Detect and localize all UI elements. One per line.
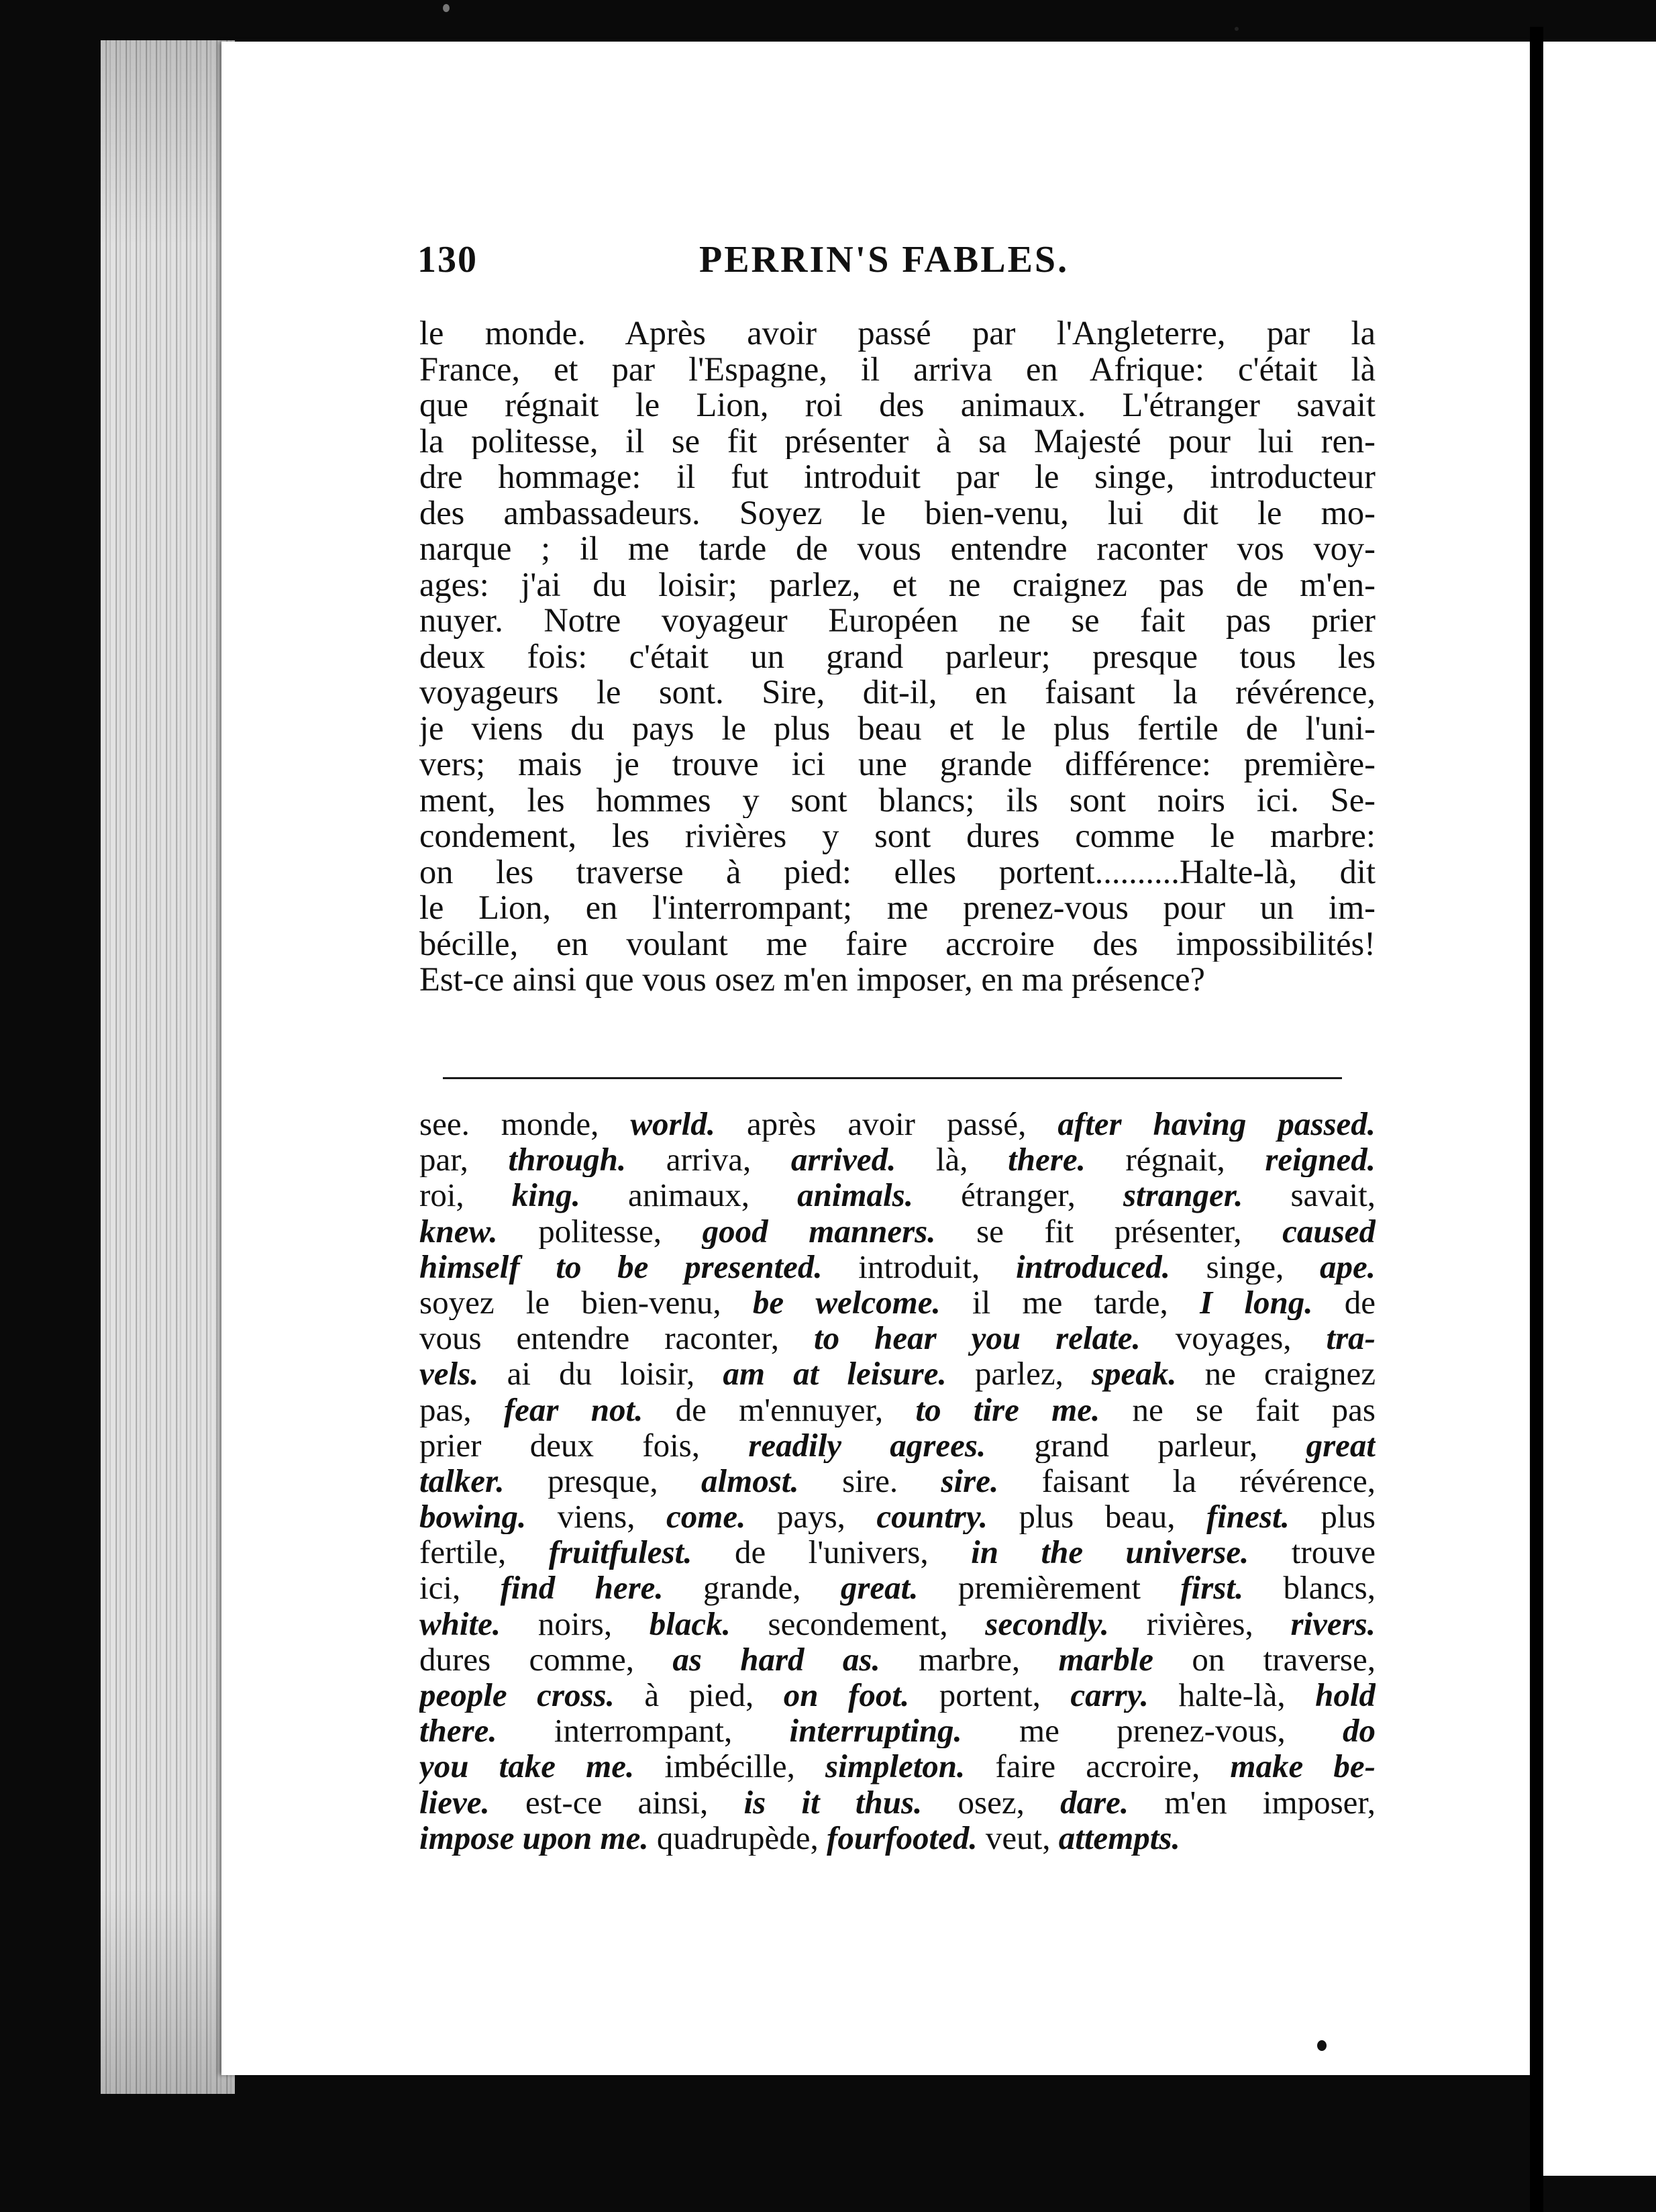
- note-translation: knew.: [419, 1213, 498, 1249]
- body-line: nuyer. Notre voyageur Européen ne se fait pas prier: [419, 603, 1376, 639]
- note-term: interrompant,: [497, 1713, 790, 1749]
- note-term: animaux,: [580, 1177, 798, 1213]
- note-translation: simpleton.: [825, 1748, 966, 1784]
- body-line: France, et par l'Espagne, il arriva en Afrique: c'était là: [419, 351, 1376, 387]
- note-term: marbre,: [880, 1641, 1059, 1677]
- note-term: il me tarde,: [940, 1284, 1200, 1321]
- note-line: [419, 1784, 1376, 1820]
- note-term: on traverse,: [1153, 1641, 1376, 1677]
- body-line: dre hommage: il fut introduit par le singe, introducteur: [419, 459, 1376, 495]
- note-translation: in the universe.: [971, 1534, 1249, 1570]
- note-term: imbécille,: [634, 1748, 826, 1784]
- note-translation: make be-: [1230, 1748, 1376, 1784]
- note-translation: to hear you relate.: [814, 1320, 1141, 1356]
- note-translation: himself to be presented.: [419, 1248, 823, 1285]
- note-translation: there.: [419, 1713, 497, 1749]
- facing-page-edge: [1543, 42, 1656, 2176]
- note-term: presque,: [504, 1462, 702, 1499]
- note-line: [419, 1427, 1376, 1463]
- note-term: pas,: [419, 1391, 504, 1427]
- note-translation: dare.: [1060, 1784, 1129, 1820]
- note-translation: there.: [1008, 1142, 1086, 1178]
- note-line: [419, 1499, 1376, 1534]
- note-translation: caused: [1282, 1213, 1376, 1249]
- note-term: plus beau,: [988, 1499, 1206, 1535]
- vocabulary-notes: [419, 1106, 1376, 1856]
- note-translation: world.: [630, 1106, 715, 1142]
- note-term: à pied,: [614, 1677, 784, 1713]
- note-term: dures comme,: [419, 1641, 673, 1677]
- note-translation: sire.: [941, 1462, 999, 1499]
- page-number: 130: [417, 239, 478, 281]
- note-term: quadrupède,: [648, 1819, 827, 1856]
- note-line: [419, 1177, 1376, 1213]
- note-translation: tra-: [1326, 1320, 1376, 1356]
- note-translation: readily agrees.: [748, 1427, 986, 1463]
- body-line: bécille, en voulant me faire accroire des impossibilités!: [419, 925, 1376, 962]
- note-translation: as hard as.: [672, 1641, 880, 1677]
- note-translation: first.: [1180, 1570, 1244, 1606]
- note-translation: impose upon me.: [419, 1819, 649, 1856]
- note-translation: speak.: [1091, 1356, 1177, 1392]
- note-translation: fear not.: [503, 1391, 643, 1427]
- note-term: étranger,: [913, 1177, 1123, 1213]
- note-translation: ape.: [1320, 1248, 1376, 1285]
- note-translation: find here.: [500, 1570, 664, 1606]
- note-term: trouve: [1249, 1534, 1376, 1570]
- note-translation: good manners.: [702, 1213, 936, 1249]
- note-translation: bowing.: [419, 1499, 527, 1535]
- note-line: [419, 1392, 1376, 1427]
- note-term: roi,: [419, 1177, 512, 1213]
- note-translation: white.: [419, 1605, 501, 1642]
- note-term: me prenez-vous,: [962, 1713, 1343, 1749]
- note-line: [419, 1820, 1376, 1856]
- note-term: rivières,: [1108, 1605, 1291, 1642]
- note-term: pays,: [745, 1499, 877, 1535]
- note-term: se fit présenter,: [935, 1213, 1283, 1249]
- note-term: ai du loisir,: [478, 1356, 723, 1392]
- note-term: noirs,: [501, 1605, 650, 1642]
- note-term: osez,: [922, 1784, 1061, 1820]
- note-translation: almost.: [701, 1462, 799, 1499]
- note-line: [419, 1142, 1376, 1177]
- note-term: sire.: [798, 1462, 941, 1499]
- note-term: savait,: [1243, 1177, 1376, 1213]
- note-translation: be welcome.: [752, 1284, 941, 1321]
- note-translation: reigned.: [1265, 1142, 1376, 1178]
- dust-speck: [1235, 27, 1239, 31]
- note-translation: stranger.: [1123, 1177, 1243, 1213]
- body-line: ment, les hommes y sont blancs; ils sont noirs ici. Se-: [419, 782, 1376, 818]
- note-translation: marble: [1058, 1641, 1153, 1677]
- note-translation: you take me.: [419, 1748, 635, 1784]
- note-term: viens,: [526, 1499, 666, 1535]
- note-translation: I long.: [1200, 1284, 1313, 1321]
- note-term: voyages,: [1140, 1320, 1327, 1356]
- note-translation: interrupting.: [789, 1713, 962, 1749]
- note-translation: lieve.: [419, 1784, 490, 1820]
- note-translation: country.: [876, 1499, 988, 1535]
- note-line: [419, 1748, 1376, 1784]
- body-line: le monde. Après avoir passé par l'Angleterre, par la: [419, 315, 1376, 352]
- note-translation: secondly.: [985, 1605, 1109, 1642]
- note-translation: introduced.: [1015, 1248, 1170, 1285]
- note-line: [419, 1320, 1376, 1356]
- note-term: par,: [419, 1142, 509, 1178]
- note-term: introduit,: [822, 1248, 1016, 1285]
- note-term: faisant la révérence,: [998, 1462, 1376, 1499]
- dust-speck: [443, 4, 450, 12]
- note-translation: attempts.: [1058, 1819, 1180, 1856]
- note-line: [419, 1249, 1376, 1285]
- note-line: [419, 1642, 1376, 1677]
- note-translation: talker.: [419, 1462, 505, 1499]
- note-translation: finest.: [1206, 1499, 1290, 1535]
- body-line: Est-ce ainsi que vous osez m'en imposer, en ma présence?: [419, 962, 1205, 998]
- note-translation: hold: [1315, 1677, 1376, 1713]
- note-term: faire accroire,: [965, 1748, 1231, 1784]
- note-term: est-ce ainsi,: [489, 1784, 744, 1820]
- note-line: [419, 1534, 1376, 1570]
- note-term: politesse,: [497, 1213, 703, 1249]
- note-translation: people cross.: [419, 1677, 615, 1713]
- body-line: je viens du pays le plus beau et le plus fertile de l'uni-: [419, 710, 1376, 746]
- note-term: singe,: [1170, 1248, 1320, 1285]
- note-term: see. monde,: [419, 1106, 631, 1142]
- note-line: [419, 1606, 1376, 1642]
- note-term: vous entendre raconter,: [419, 1320, 814, 1356]
- note-term: après avoir passé,: [715, 1106, 1058, 1142]
- body-line: que régnait le Lion, roi des animaux. L'étranger savait: [419, 387, 1376, 423]
- note-line: [419, 1570, 1376, 1605]
- note-term: ici,: [419, 1570, 501, 1606]
- body-line: le Lion, en l'interrompant; me prenez-vous pour un im-: [419, 890, 1376, 926]
- body-line: vers; mais je trouve ici une grande différence: première-: [419, 746, 1376, 783]
- note-translation: come.: [666, 1499, 746, 1535]
- note-term: soyez le bien-venu,: [419, 1284, 753, 1321]
- note-translation: do: [1343, 1713, 1376, 1749]
- note-line: [419, 1106, 1376, 1142]
- note-line: [419, 1213, 1376, 1249]
- body-line: la politesse, il se fit présenter à sa Majesté pour lui ren-: [419, 423, 1376, 459]
- note-translation: am at leisure.: [723, 1356, 947, 1392]
- note-translation: to tire me.: [915, 1391, 1100, 1427]
- note-term: là,: [896, 1142, 1008, 1178]
- note-term: de: [1312, 1284, 1376, 1321]
- body-line: deux fois: c'était un grand parleur; presque tous les: [419, 638, 1376, 674]
- note-line: [419, 1285, 1376, 1320]
- note-translation: is it thus.: [743, 1784, 923, 1820]
- note-translation: arrived.: [790, 1142, 896, 1178]
- note-term: plus: [1289, 1499, 1376, 1535]
- note-term: blancs,: [1243, 1570, 1376, 1606]
- note-term: ne craignez: [1176, 1356, 1376, 1392]
- note-translation: vels.: [419, 1356, 479, 1392]
- body-line: ages: j'ai du loisir; parlez, et ne craignez pas de m'en-: [419, 566, 1376, 603]
- footnote-rule: [443, 1077, 1342, 1079]
- fable-body-text: [419, 315, 1376, 998]
- note-term: de m'ennuyer,: [643, 1391, 916, 1427]
- page-mark-dot: [1317, 2040, 1327, 2051]
- note-term: arriva,: [626, 1142, 791, 1178]
- note-translation: great: [1306, 1427, 1376, 1463]
- note-translation: king.: [511, 1177, 580, 1213]
- note-translation: rivers.: [1290, 1605, 1376, 1642]
- book-gutter: [1530, 27, 1543, 2212]
- body-line: voyageurs le sont. Sire, dit-il, en faisant la révérence,: [419, 674, 1376, 711]
- note-term: grand parleur,: [986, 1427, 1306, 1463]
- page-edges-shadow: [101, 40, 235, 2094]
- note-term: halte-là,: [1148, 1677, 1316, 1713]
- note-term: régnait,: [1085, 1142, 1265, 1178]
- note-term: veut,: [977, 1819, 1059, 1856]
- note-line: [419, 1677, 1376, 1713]
- body-line: des ambassadeurs. Soyez le bien-venu, lui dit le mo-: [419, 495, 1376, 531]
- note-translation: fourfooted.: [827, 1819, 978, 1856]
- note-term: fertile,: [419, 1534, 549, 1570]
- note-line: [419, 1713, 1376, 1748]
- body-line: on les traverse à pied: elles portent..........Halte-là, dit: [419, 854, 1376, 890]
- note-term: portent,: [909, 1677, 1071, 1713]
- note-term: prier deux fois,: [419, 1427, 749, 1463]
- note-translation: after having passed.: [1057, 1106, 1376, 1142]
- running-title: PERRIN'S FABLES.: [699, 239, 1070, 281]
- note-term: ne se fait pas: [1100, 1391, 1376, 1427]
- body-line: condement, les rivières y sont dures comme le marbre:: [419, 818, 1376, 854]
- note-term: m'en imposer,: [1129, 1784, 1376, 1820]
- note-term: de l'univers,: [692, 1534, 972, 1570]
- running-header: [417, 238, 1370, 292]
- note-translation: fruitfulest.: [548, 1534, 692, 1570]
- note-translation: on foot.: [783, 1677, 910, 1713]
- note-term: grande,: [663, 1570, 841, 1606]
- note-translation: animals.: [797, 1177, 913, 1213]
- note-translation: black.: [649, 1605, 731, 1642]
- note-term: secondement,: [730, 1605, 986, 1642]
- note-translation: through.: [508, 1142, 627, 1178]
- note-line: [419, 1356, 1376, 1391]
- body-line: narque ; il me tarde de vous entendre raconter vos voy-: [419, 531, 1376, 567]
- note-line: [419, 1463, 1376, 1499]
- note-translation: great.: [840, 1570, 919, 1606]
- note-term: premièrement: [918, 1570, 1181, 1606]
- note-term: parlez,: [946, 1356, 1092, 1392]
- note-translation: carry.: [1070, 1677, 1149, 1713]
